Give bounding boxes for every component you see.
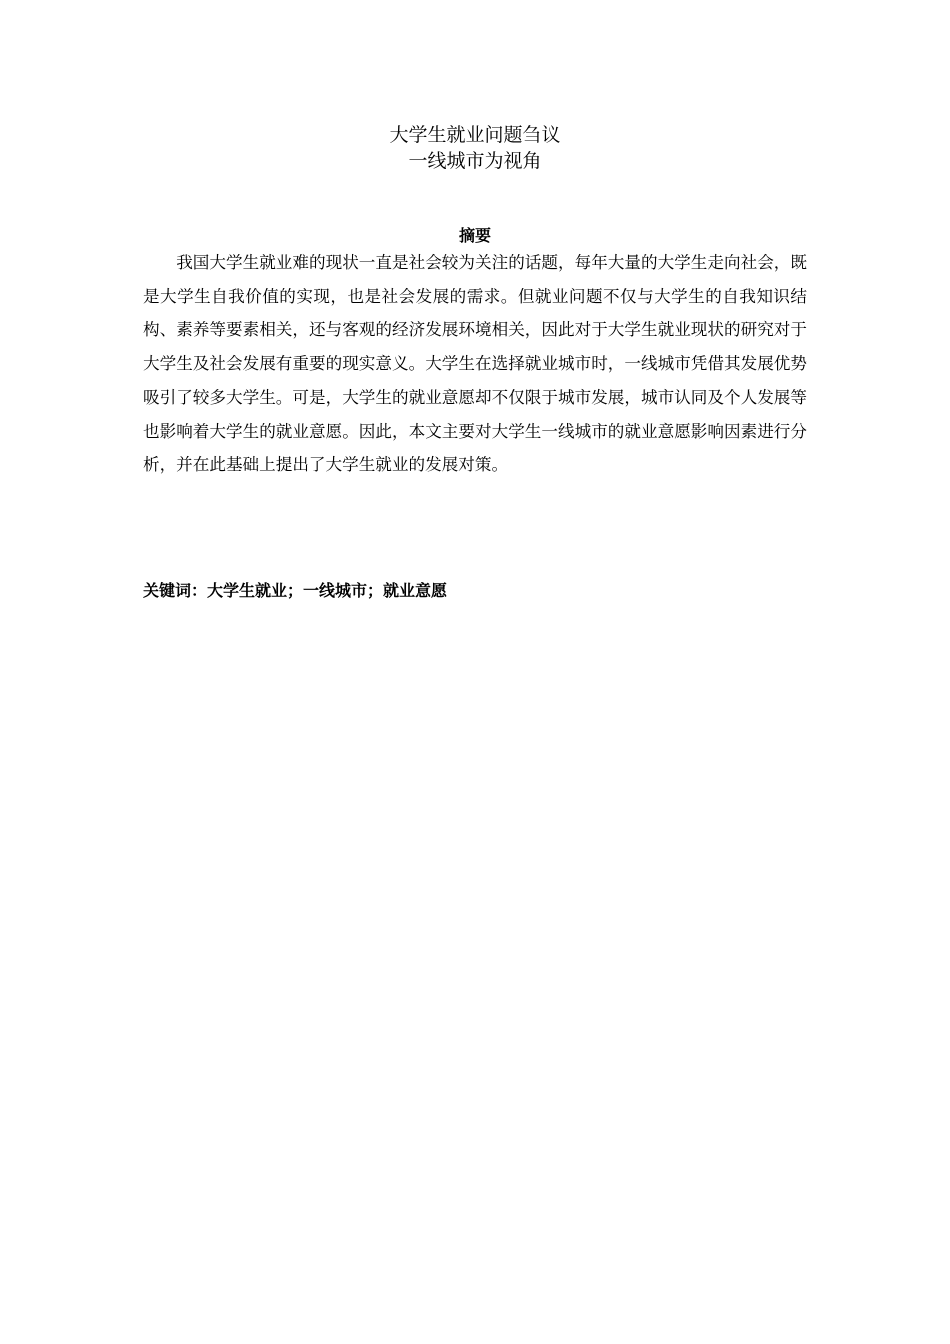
title-line-1: 大学生就业问题刍议 (389, 124, 561, 146)
abstract-body: 我国大学生就业难的现状一直是社会较为关注的话题，每年大量的大学生走向社会，既是大学生自我价值的实现，也是社会发展的需求。但就业问题不仅与大学生的自我知识结构、素养等要素相关，还与客观的经济发展环境相关，因此对于大学生就业现状的研究对于大学生及社会发展有重要的现实意义。大学生在选择就业城市时，一线城市凭借其发展优势吸引了较多大学生。可是，大学生的就业意愿却不仅限于城市发展，城市认同及个人发展等也影响着大学生的就业意愿。因此，本文主要对大学生一线城市的就业意愿影响因素进行分析，并在此基础上提出了大学生就业的发展对策。 (143, 253, 807, 475)
abstract-heading: 摘要 (458, 226, 491, 245)
keywords-label: 关键词： (143, 581, 208, 600)
title-line-2: 一线城市为视角 (408, 150, 542, 172)
keywords-line (143, 579, 807, 603)
keywords-value: 大学生就业；一线城市；就业意愿 (207, 581, 448, 600)
document-title (0, 122, 950, 174)
